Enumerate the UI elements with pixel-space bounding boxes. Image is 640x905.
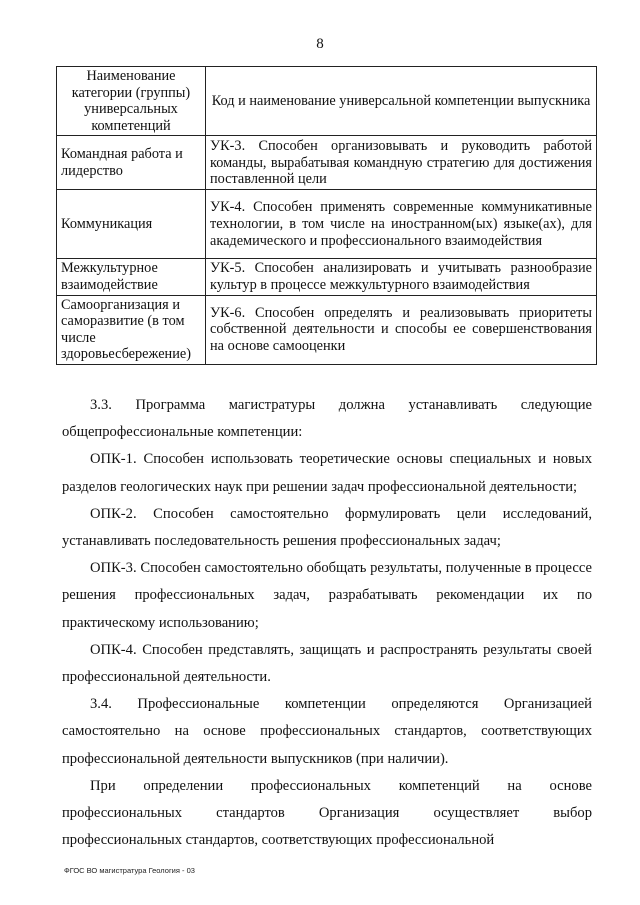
footer-text: ФГОС ВО магистратура Геология - 03 xyxy=(64,866,195,875)
table-row xyxy=(57,190,597,259)
table-header-category: Наименование категории (группы) универсальных компетенций xyxy=(57,67,206,136)
table-header-competency: Код и наименование универсальной компетенции выпускника xyxy=(206,67,597,136)
paragraph-3-3: 3.3. Программа магистратуры должна устанавливать следующие общепрофессиональные компетенции: xyxy=(62,397,592,441)
paragraph-professional-standards: При определении профессиональных компетенций на основе профессиональных стандартов Организация осуществляет выбор профессиональных стандартов, соответствующих профессиональной xyxy=(62,777,592,849)
table-cell-description: УК-5. Способен анализировать и учитывать разнообразие культур в процессе межкультурного взаимодействия xyxy=(206,259,597,295)
table-cell-category: Коммуникация xyxy=(57,190,206,259)
paragraph-opk-2: ОПК-2. Способен самостоятельно формулировать цели исследований, устанавливать последовательность решения профессиональных задач; xyxy=(62,505,592,550)
table-row xyxy=(57,136,597,190)
table-cell-description: УК-3. Способен организовывать и руководить работой команды, вырабатывая командную стратегию для достижения поставленной цели xyxy=(206,136,597,190)
table-cell-description: УК-4. Способен применять современные коммуникативные технологии, в том числе на иностранном(ых) языке(ах), для академического и профессионального взаимодействия xyxy=(206,190,597,259)
page-number: 8 xyxy=(316,36,324,52)
paragraph-opk-1: ОПК-1. Способен использовать теоретические основы специальных и новых разделов геологических наук при решении задач профессиональной деятельности; xyxy=(62,451,592,495)
table-cell-description: УК-6. Способен определять и реализовывать приоритеты собственной деятельности и способы ее совершенствования на основе самооценки xyxy=(206,295,597,364)
table-header-row xyxy=(57,67,597,136)
paragraph-opk-3: ОПК-3. Способен самостоятельно обобщать результаты, полученные в процессе решения профессиональных задач, разрабатывать рекомендации их по практическому использованию; xyxy=(62,560,592,631)
competencies-table xyxy=(56,66,597,365)
table-cell-category: Командная работа и лидерство xyxy=(57,136,206,190)
paragraph-opk-4: ОПК-4. Способен представлять, защищать и распространять результаты своей профессиональной деятельности. xyxy=(62,641,592,686)
table-row xyxy=(57,259,597,295)
paragraph-3-4: 3.4. Профессиональные компетенции определяются Организацией самостоятельно на основе профессиональных стандартов, соответствующих профессиональной деятельности выпускников (при наличии). xyxy=(62,696,592,767)
body-text xyxy=(62,392,592,854)
table-row xyxy=(57,295,597,364)
table-cell-category: Самоорганизация и саморазвитие (в том числе здоровьесбережение) xyxy=(57,295,206,364)
table-cell-category: Межкультурное взаимодействие xyxy=(57,259,206,295)
